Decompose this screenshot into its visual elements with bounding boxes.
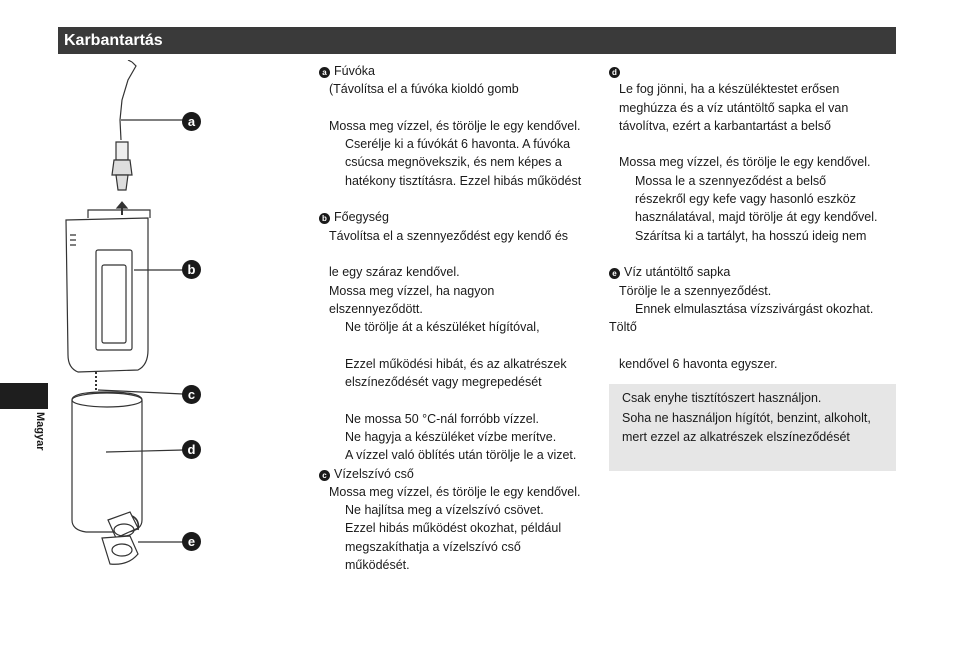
text-line: elszíneződését vagy megrepedését xyxy=(345,375,542,390)
text-line: használatával, majd törölje át egy kendővel. xyxy=(635,210,878,225)
text-line: Szárítsa ki a tartályt, ha hosszú ideig nem xyxy=(635,228,867,243)
text-line: elszennyeződött. xyxy=(329,301,423,316)
note-line: Soha ne használjon hígítót, benzint, alkoholt, xyxy=(622,411,871,426)
language-tab-marker xyxy=(0,383,48,409)
column-right-text xyxy=(609,62,896,373)
section-heading-text: Fúvóka xyxy=(334,64,375,78)
section-header xyxy=(58,27,896,54)
section-heading xyxy=(319,62,599,80)
text-line: részekről egy kefe vagy hasonló eszköz xyxy=(635,192,856,207)
section-heading xyxy=(609,263,896,281)
text-line xyxy=(609,135,896,153)
callout-d: d xyxy=(182,440,201,459)
section-c xyxy=(319,465,599,575)
text-line xyxy=(319,336,599,354)
callout-b: b xyxy=(182,260,201,279)
text-line: csúcsa megnövekszik, és nem képes a xyxy=(345,155,562,170)
text-line: Mossa meg vízzel, és törölje le egy kendővel. xyxy=(329,484,581,499)
text-line: Törölje le a szennyeződést. xyxy=(619,283,772,298)
text-line xyxy=(319,391,599,409)
section-b xyxy=(319,208,599,464)
nozzle-tip-shape xyxy=(120,62,136,140)
text-line: Mossa meg vízzel, ha nagyon xyxy=(329,283,495,298)
badge-a-icon: a xyxy=(319,67,330,78)
badge-d-icon: d xyxy=(609,67,620,78)
column-left-text xyxy=(319,62,599,574)
caution-note-box xyxy=(609,384,896,471)
text-line: le egy száraz kendővel. xyxy=(329,265,460,280)
section-heading-text: Vízelszívó cső xyxy=(334,466,414,481)
text-line xyxy=(319,190,599,208)
text-line: működését. xyxy=(345,558,410,573)
section-heading xyxy=(319,465,599,483)
badge-c-icon: c xyxy=(319,470,330,481)
text-line: Ne hajlítsa meg a vízelszívó csövet. xyxy=(345,503,544,518)
section-title: Karbantartás xyxy=(64,32,163,49)
section-e xyxy=(609,263,896,373)
section-d xyxy=(609,62,896,263)
text-line: Ne törölje át a készüléket hígítóval, xyxy=(345,320,540,335)
callout-c: c xyxy=(182,385,201,404)
note-line: Csak enyhe tisztítószert használjon. xyxy=(622,391,822,405)
text-line: Cserélje ki a fúvókát 6 havonta. A fúvóka xyxy=(345,137,571,152)
note-line: mert ezzel az alkatrészek elszíneződését xyxy=(622,429,850,444)
badge-e-icon: e xyxy=(609,268,620,279)
text-line: A vízzel való öblítés után törölje le a vizet. xyxy=(345,448,577,463)
text-line: Ennek elmulasztása vízszivárgást okozhat. xyxy=(635,301,874,316)
text-line: megszakíthatja a vízelszívó cső xyxy=(345,539,521,554)
device-illustration xyxy=(58,60,218,590)
section-heading-text: Főegység xyxy=(334,210,389,225)
text-line: Ezzel működési hibát, és az alkatrészek xyxy=(345,356,567,371)
callout-e: e xyxy=(182,532,201,551)
section-a xyxy=(319,62,599,208)
text-line: meghúzza és a víz utántöltő sapka el van xyxy=(619,100,849,115)
text-line: Mossa meg vízzel, és törölje le egy kendővel. xyxy=(619,155,871,170)
text-line: Ne mossa 50 °C-nál forróbb vízzel. xyxy=(345,411,539,426)
text-line: hatékony tisztításra. Ezzel hibás működést xyxy=(345,173,582,188)
text-line: Le fog jönni, ha a készüléktestet erősen xyxy=(619,82,840,97)
text-line: Távolítsa el a szennyeződést egy kendő és xyxy=(329,228,569,243)
text-line: Ezzel hibás működést okozhat, például xyxy=(345,521,562,536)
text-line xyxy=(319,99,599,117)
text-line: Ne hagyja a készüléket vízbe merítve. xyxy=(345,429,557,444)
section-heading xyxy=(319,208,599,226)
language-label: Magyar xyxy=(34,412,46,451)
badge-b-icon: b xyxy=(319,213,330,224)
text-line: távolítva, ezért a karbantartást a belső xyxy=(619,118,831,133)
text-line xyxy=(609,245,896,263)
text-line: (Távolítsa el a fúvóka kioldó gomb xyxy=(329,82,519,97)
section-heading xyxy=(609,62,896,80)
section-heading-text: Víz utántöltő sapka xyxy=(624,265,731,280)
text-line: Mossa meg vízzel, és törölje le egy kendővel. xyxy=(329,118,581,133)
text-line xyxy=(609,336,896,354)
text-line: kendővel 6 havonta egyszer. xyxy=(619,356,778,371)
text-line: Töltő xyxy=(609,320,637,335)
text-line: Mossa le a szennyeződést a belső xyxy=(635,173,827,188)
text-line xyxy=(319,245,599,263)
callout-a: a xyxy=(182,112,201,131)
